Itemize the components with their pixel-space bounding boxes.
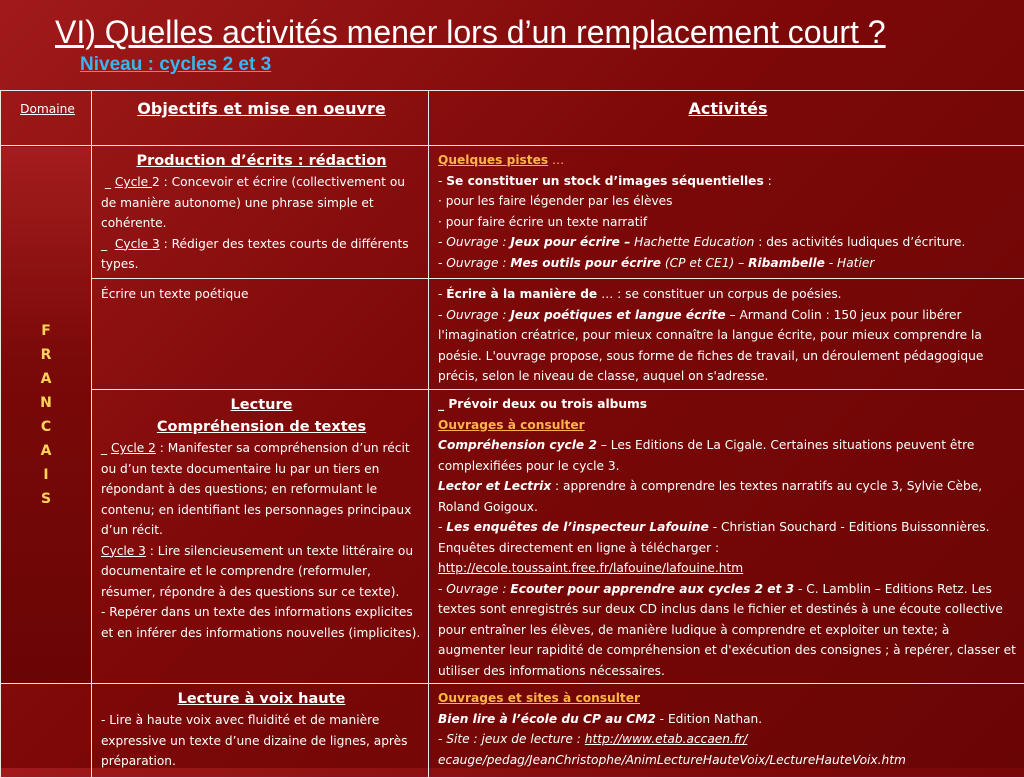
domain-letter: N (1, 391, 91, 415)
domain-letter: R (1, 343, 91, 367)
activity-line: - Les enquêtes de l’inspecteur Lafouine - Christian Souchard - Editions Buissonnières. Enquêtes directement en ligne à télécharger : (438, 517, 1018, 558)
activity-line: - Site : jeux de lecture : http://www.etab.accaen.fr/ (438, 729, 1018, 750)
activites-cell (429, 279, 1024, 390)
objective-cycle3: Cycle 3 : Lire silencieusement un texte littéraire ou documentaire et le comprendre (reformuler, résumer, répondre à des questions sur ce texte). (101, 541, 422, 603)
domain-letter: I (1, 463, 91, 487)
activites-cell (429, 684, 1024, 778)
objective-cycle2: _ Cycle 2 : Manifester sa compréhension d’un récit ou d’un texte documentaire lu par un tiers en répondant à des questions; en reformulant le contenu; en identifiant les personnages principaux d’un récit. (101, 438, 422, 541)
objective-title: Lecture (101, 394, 422, 416)
table-row (1, 279, 1024, 390)
domain-letter: C (1, 415, 91, 439)
objective-extra: - Repérer dans un texte des informations explicites et en inférer des informations nouvelles (implicites). (101, 602, 422, 643)
activites-cell (429, 146, 1024, 279)
domain-letter: S (1, 487, 91, 511)
domain-francais (1, 146, 92, 684)
header-activites: Activités (429, 91, 1024, 146)
activites-cell (429, 390, 1024, 684)
activity-line: - Écrire à la manière de … : se constituer un corpus de poésies. (438, 284, 1018, 305)
domain-cell-empty (1, 684, 92, 778)
page-title: VI) Quelles activités mener lors d’un remplacement court ? (55, 14, 886, 50)
lafouine-link[interactable]: http://ecole.toussaint.free.fr/lafouine/lafouine.htm (438, 561, 743, 575)
objective-title: Production d’écrits : rédaction (101, 150, 422, 172)
header-objectifs: Objectifs et mise en oeuvre (92, 91, 429, 146)
table-row (1, 684, 1024, 778)
activity-line: - Ouvrage : Mes outils pour écrire (CP et CE1) – Ribambelle - Hatier (438, 253, 1018, 274)
activity-line: · pour faire écrire un texte narratif (438, 212, 1018, 233)
objectifs-cell (92, 146, 429, 279)
table-header-row (1, 91, 1024, 146)
objective-text: - Lire à haute voix avec fluidité et de manière expressive un texte d’une dizaine de lignes, après préparation. (101, 710, 422, 772)
header-domaine: Domaine (1, 91, 92, 146)
activity-pistes: Quelques pistes … (438, 150, 1018, 171)
table-row (1, 146, 1024, 279)
page-subtitle: Niveau : cycles 2 et 3 (80, 54, 271, 76)
table-row (1, 390, 1024, 684)
etab-link[interactable]: http://www.etab.accaen.fr/ (585, 732, 748, 746)
objectifs-cell (92, 390, 429, 684)
activity-section-label: Ouvrages à consulter (438, 415, 1018, 436)
objective-title: Lecture à voix haute (101, 688, 422, 710)
objective-cycle2: _ Cycle 2 : Concevoir et écrire (collectivement ou de manière autonome) une phrase simple et cohérente. (101, 172, 422, 234)
activity-line: - Ouvrage : Jeux pour écrire – Hachette Education : des activités ludiques d’écriture. (438, 232, 1018, 253)
domain-letter: A (1, 367, 91, 391)
objective-subtitle: Compréhension de textes (101, 416, 422, 438)
activity-line: _ Prévoir deux ou trois albums (438, 394, 1018, 415)
objective-text: Écrire un texte poétique (101, 284, 422, 305)
activity-section-label: Ouvrages et sites à consulter (438, 688, 1018, 709)
activity-line: Lector et Lectrix : apprendre à comprendre les textes narratifs au cycle 3, Sylvie Cèbe, Roland Goigoux. (438, 476, 1018, 517)
domain-letter: A (1, 439, 91, 463)
activity-line (438, 558, 1018, 579)
activity-line: Compréhension cycle 2 – Les Editions de La Cigale. Certaines situations peuvent être complexifiées pour le cycle 3. (438, 435, 1018, 476)
objective-cycle3: _ Cycle 3 : Rédiger des textes courts de différents types. (101, 234, 422, 275)
activity-line: ecauge/pedag/JeanChristophe/AnimLectureHauteVoix/LectureHauteVoix.htm (438, 750, 1018, 771)
activity-line: - Ouvrage : Jeux poétiques et langue écrite – Armand Colin : 150 jeux pour libérer l'imagination créatrice, pour mieux connaître la langue écrite, pour mieux comprendre la poésie. L'ouvrage propose, sous forme de fiches de travail, un déroulement pédagogique précis, selon le niveau de classe, auquel on s'adresse. (438, 305, 1018, 387)
objectifs-cell (92, 279, 429, 390)
objectifs-cell (92, 684, 429, 778)
activity-line: Bien lire à l’école du CP au CM2 - Edition Nathan. (438, 709, 1018, 730)
activity-line: · pour les faire légender par les élèves (438, 191, 1018, 212)
activities-table (0, 90, 1024, 778)
domain-letter: F (1, 319, 91, 343)
activity-line: - Ouvrage : Ecouter pour apprendre aux cycles 2 et 3 - C. Lamblin – Editions Retz. Les textes sont enregistrés sur deux CD inclus dans le fichier et destinés à une écoute collective pour entraîner les élèves, de manière ludique à comprendre et exploiter un texte; à augmenter leur rapidité de compréhension et d'exécution des consignes ; à repérer, classer et utiliser des informations nécessaires. (438, 579, 1018, 682)
activity-line: - Se constituer un stock d’images séquentielles : (438, 171, 1018, 192)
